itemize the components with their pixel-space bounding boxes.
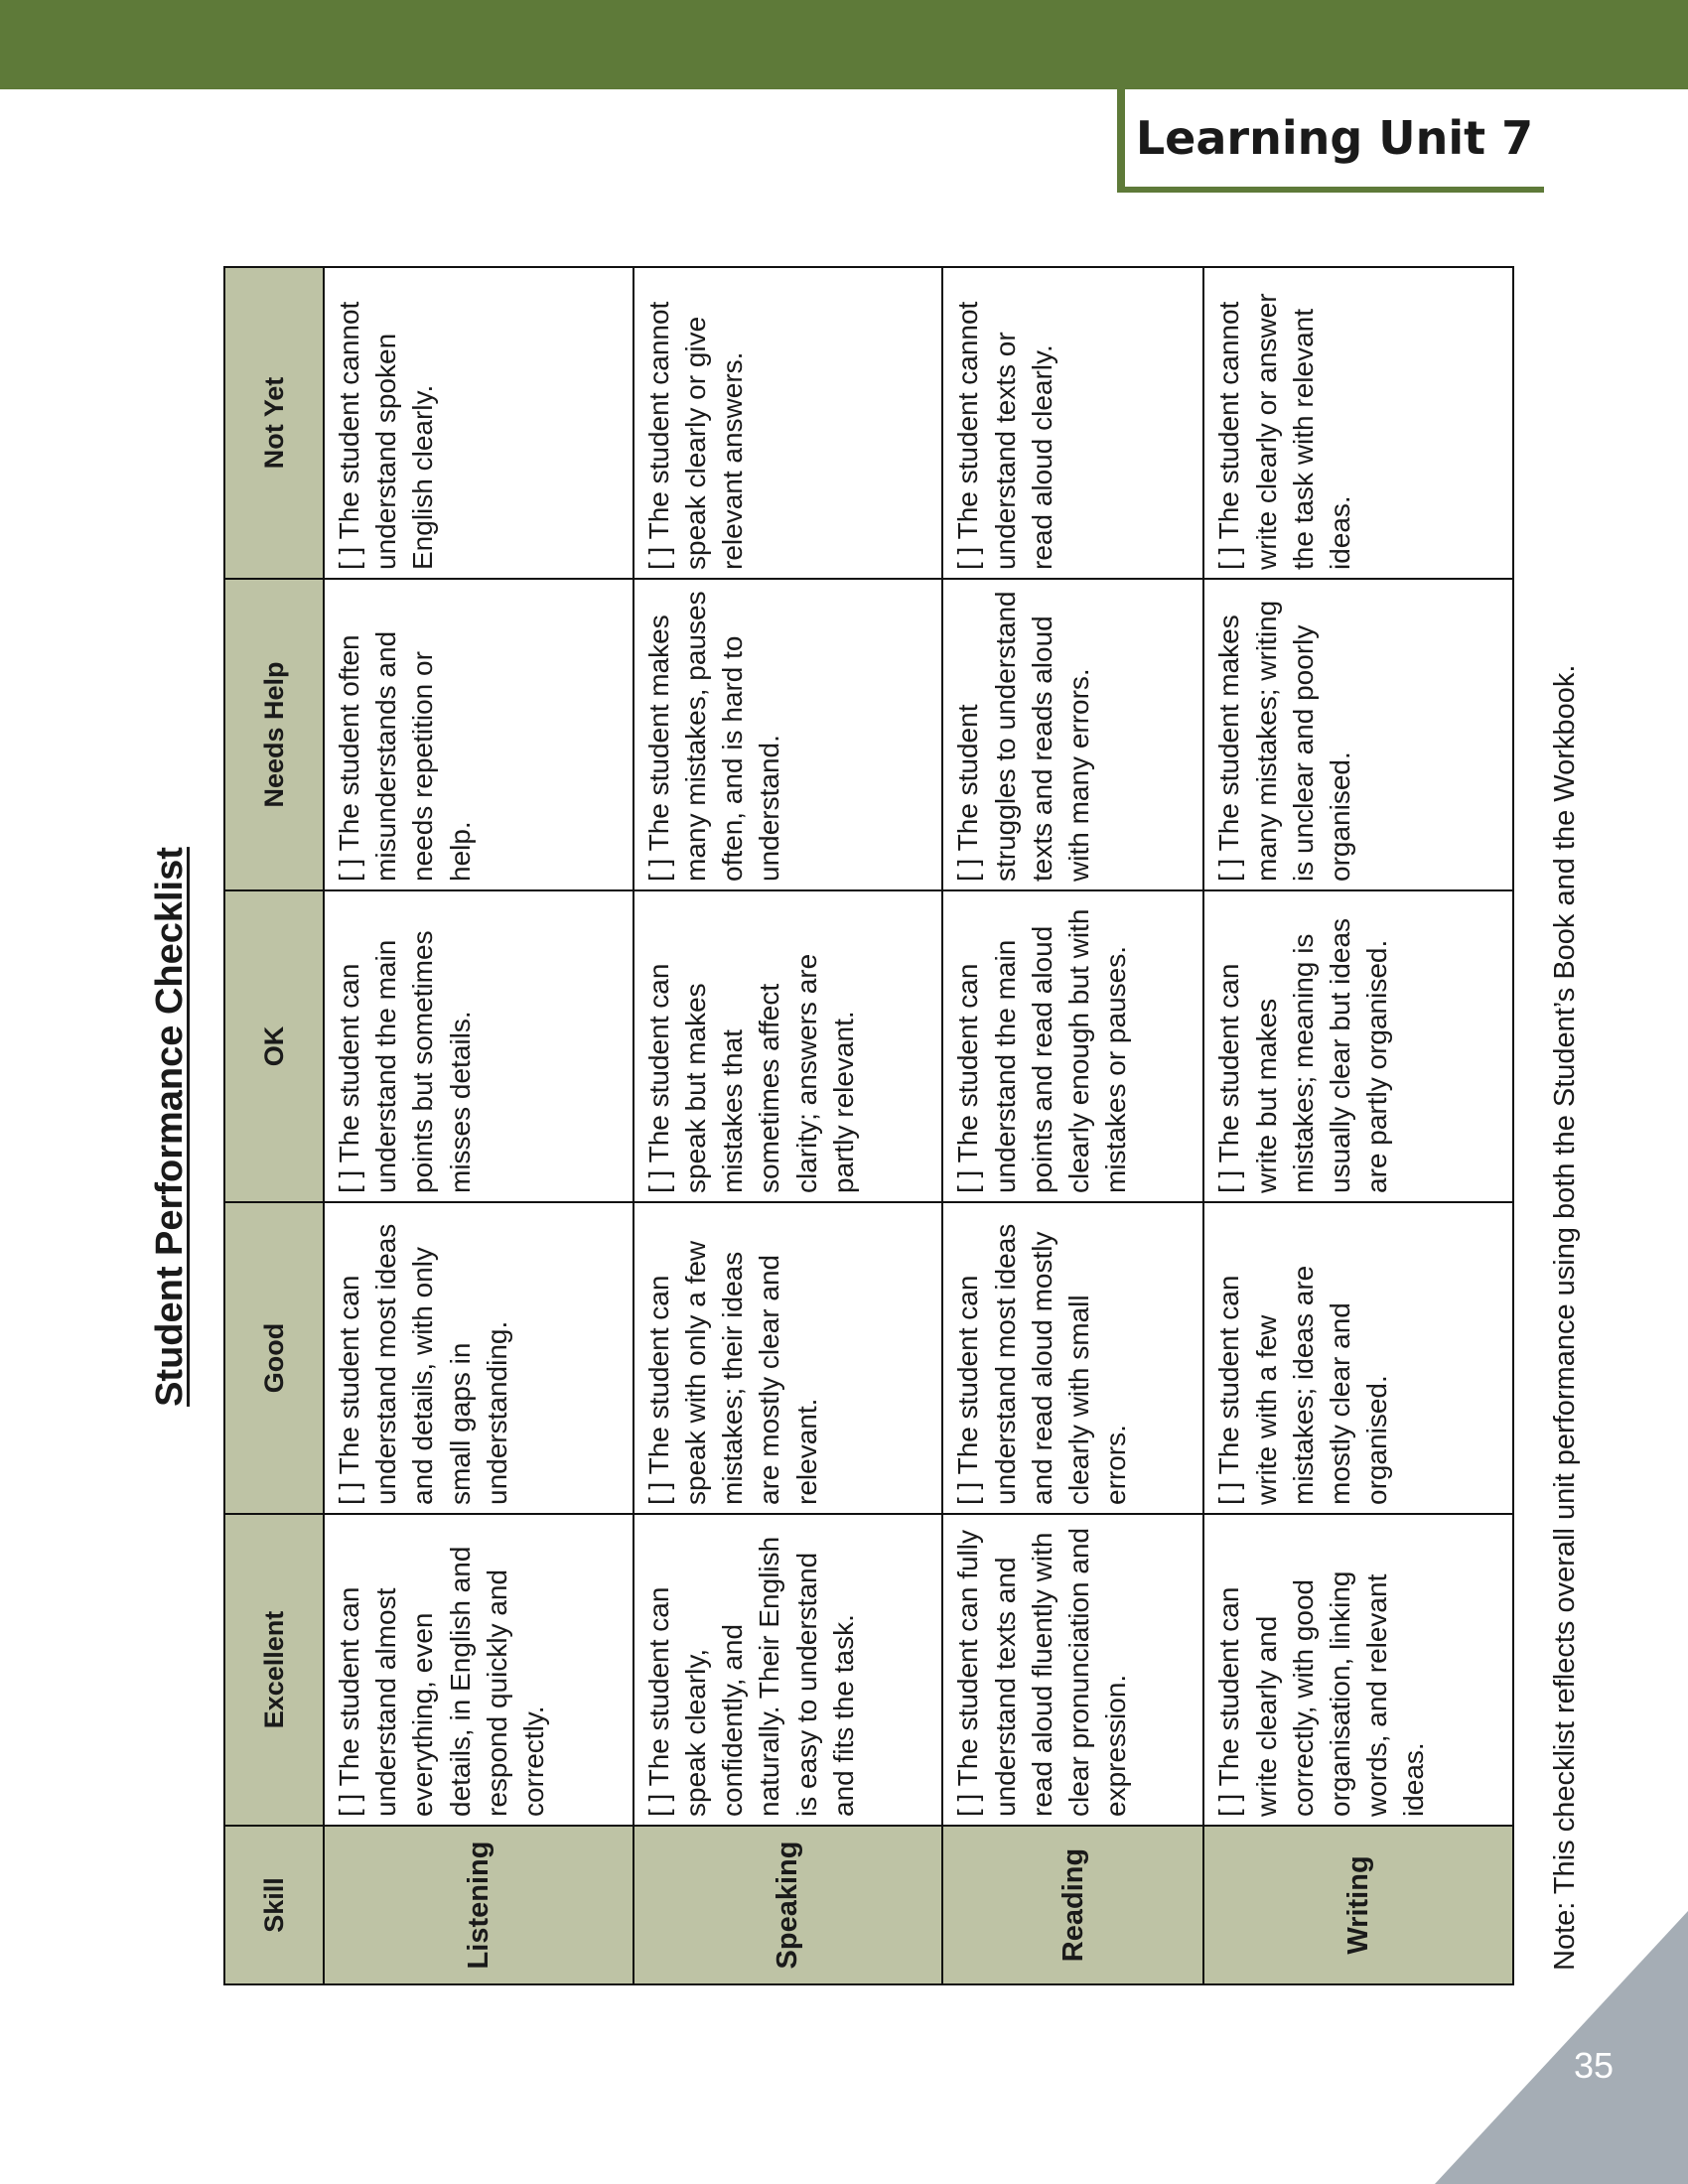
table-cell: [ ] The student can understand most ideas and read aloud mostly clearly with small errors. <box>942 1202 1203 1514</box>
table-cell: [ ] The student can speak with only a few mistakes; their ideas are mostly clear and relevant. <box>633 1202 943 1514</box>
skill-label: Speaking <box>633 1826 943 1984</box>
footnote: Note: This checklist reflects overall unit performance using both the Student’s Book and the Workbook. <box>1549 664 1581 1971</box>
page-number: 35 <box>1574 2045 1615 2086</box>
table-cell: [ ] The student makes many mistakes, pauses often, and is hard to understand. <box>633 579 943 890</box>
table-cell: [ ] The student can write clearly and correctly, with good organisation, linking words, and relevant ideas. <box>1203 1514 1513 1826</box>
column-header: Not Yet <box>224 267 324 579</box>
column-header: Needs Help <box>224 579 324 890</box>
table-cell: [ ] The student cannot understand texts or read aloud clearly. <box>942 267 1203 579</box>
table-cell: [ ] The student makes many mistakes; writing is unclear and poorly organised. <box>1203 579 1513 890</box>
table-cell: [ ] The student can understand the main points but sometimes misses details. <box>324 890 633 1202</box>
table-header-row <box>224 267 324 1984</box>
table-cell: [ ] The student can speak clearly, confidently, and naturally. Their English is easy to understand and fits the task. <box>633 1514 943 1826</box>
performance-table <box>223 266 1514 1985</box>
page-title: Student Performance Checklist <box>149 847 191 1407</box>
table-cell: [ ] The student can write with a few mistakes; ideas are mostly clear and organised. <box>1203 1202 1513 1514</box>
table-cell: [ ] The student can fully understand texts and read aloud fluently with clear pronunciation and expression. <box>942 1514 1203 1826</box>
table-row <box>324 267 633 1984</box>
table-row <box>942 267 1203 1984</box>
unit-label-box <box>1117 89 1544 193</box>
table-cell: [ ] The student can understand the main points and read aloud clearly enough but with mistakes or pauses. <box>942 890 1203 1202</box>
table-row <box>633 267 943 1984</box>
skill-label: Reading <box>942 1826 1203 1984</box>
column-header: Excellent <box>224 1514 324 1826</box>
table-cell: [ ] The student can write but makes mistakes; meaning is usually clear but ideas are partly organised. <box>1203 890 1513 1202</box>
table-cell: [ ] The student can understand most ideas and details, with only small gaps in understanding. <box>324 1202 633 1514</box>
column-header: OK <box>224 890 324 1202</box>
skill-label: Writing <box>1203 1826 1513 1984</box>
skill-label: Listening <box>324 1826 633 1984</box>
unit-label: Learning Unit 7 <box>1135 111 1534 165</box>
rotated-content <box>139 268 1581 1985</box>
table-row <box>1203 267 1513 1984</box>
table-cell: [ ] The student often misunderstands and needs repetition or help. <box>324 579 633 890</box>
table-cell: [ ] The student struggles to understand texts and reads aloud with many errors. <box>942 579 1203 890</box>
table-cell: [ ] The student cannot speak clearly or give relevant answers. <box>633 267 943 579</box>
column-header: Skill <box>224 1826 324 1984</box>
table-cell: [ ] The student cannot understand spoken English clearly. <box>324 267 633 579</box>
column-header: Good <box>224 1202 324 1514</box>
top-banner <box>0 0 1688 89</box>
table-cell: [ ] The student can speak but makes mistakes that sometimes affect clarity; answers are partly relevant. <box>633 890 943 1202</box>
table-cell: [ ] The student can understand almost everything, even details, in English and respond quickly and correctly. <box>324 1514 633 1826</box>
table-cell: [ ] The student cannot write clearly or answer the task with relevant ideas. <box>1203 267 1513 579</box>
